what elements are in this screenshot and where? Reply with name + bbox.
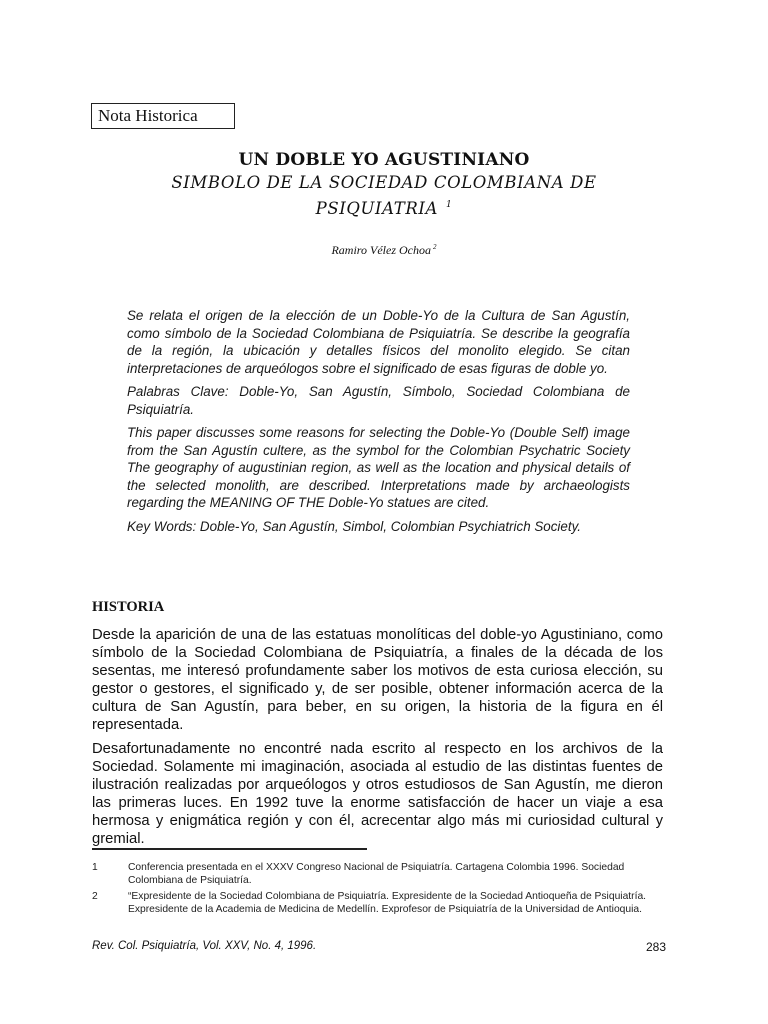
- footnote-text: “Expresidente de la Sociedad Colombiana de Psiquiatría. Expresidente de la Sociedad Antioqueña de Psiquiatría. Expresidente de la Academia de Medicina de Medellín. Exprofesor de Psiquiatría de la Universidad de Antioquia.: [128, 891, 647, 915]
- abstract: [127, 307, 630, 541]
- author-name: Ramiro Vélez Ochoa: [331, 243, 432, 257]
- footnote-text: Conferencia presentada en el XXXV Congreso Nacional de Psiquiatría. Cartagena Colombia 1996. Sociedad Colombiana de Psiquiatría.: [128, 862, 625, 886]
- author-line: [100, 243, 668, 258]
- body-text: [92, 626, 663, 854]
- key-words-label: Key Words:: [127, 518, 197, 534]
- footnote-1: [92, 861, 668, 887]
- abstract-english: This paper discusses some reasons for selecting the Doble-Yo (Double Self) image from the San Agustín cultere, as the symbol for the Colombian Psychatric Society The geography of augustinian region, as well as the location and physical details of the selected monolith, are described. Interpretations made by archaeologists regarding the MEANING OF THE Doble-Yo statues are cited.: [127, 425, 630, 510]
- palabras-clave-text: Doble-Yo, San Agustín, Símbolo, Sociedad Colombiana de Psiquiatría.: [127, 384, 630, 417]
- key-words: [127, 518, 630, 536]
- abstract-spanish: Se relata el origen de la elección de un Doble-Yo de la Cultura de San Agustín, como símbolo de la Sociedad Colombiana de Psiquiatría. Se describe la geografía de la región, la ubicación y detalles físicos del monolito elegido. Se citan interpretaciones de arqueólogos sobre el significado de esas figuras de doble yo.: [127, 308, 630, 376]
- page-number: 283: [646, 940, 667, 954]
- body-paragraph-2: Desafortunadamente no encontré nada escrito al respecto en los archivos de la Sociedad. Solamente mi imaginación, asociada al estudio de las distintas fuentes de ilustración realizadas por arqueólogos y otros estudiosos de San Agustín, me dieron las primeras luces. En 1992 tuve la enorme satisfacción de hacer un viaje a esa hermosa y enigmática región y con él, acrecentar algo más mi curiosidad cultural y gremial.: [92, 741, 663, 847]
- article-subtitle-line2: [100, 194, 668, 220]
- footnote-number: 1: [92, 862, 98, 873]
- title-block: [100, 148, 668, 258]
- section-heading: HISTORIA: [92, 599, 165, 615]
- body-paragraph-1: Desde la aparición de una de las estatuas monolíticas del doble-yo Agustiniano, como símbolo de la Sociedad Colombiana de Psiquiatría, a finales de la década de los sesentas, me interesó profundamente saber los motivos de esta curiosa elección, su gestor o gestores, el significado y, de ser posible, obtener información acerca de la cultura de San Agustín, para beber, en su origen, la historia de la figura en él representada.: [92, 627, 663, 733]
- footnotes: [92, 861, 668, 919]
- section-label-box: Nota Historica: [91, 103, 235, 129]
- article-title: UN DOBLE YO AGUSTINIANO: [238, 150, 530, 170]
- journal-citation: Rev. Col. Psiquiatría, Vol. XXV, No. 4, 1996.: [92, 940, 317, 952]
- article-subtitle-line1: SIMBOLO DE LA SOCIEDAD COLOMBIANA DE: [171, 173, 597, 192]
- palabras-clave-label: Palabras Clave:: [127, 384, 229, 399]
- footnote-divider: [92, 848, 367, 850]
- subtitle-footnote-mark: 1: [446, 200, 453, 210]
- key-words-text: Doble-Yo, San Agustín, Simbol, Colombian Psychiatrich Society.: [196, 518, 581, 534]
- footnote-number: 2: [92, 891, 98, 902]
- footnote-2: [92, 890, 668, 916]
- palabras-clave: [127, 383, 630, 418]
- author-footnote-mark: 2: [433, 243, 437, 251]
- subtitle-text: PSIQUIATRIA: [315, 199, 439, 218]
